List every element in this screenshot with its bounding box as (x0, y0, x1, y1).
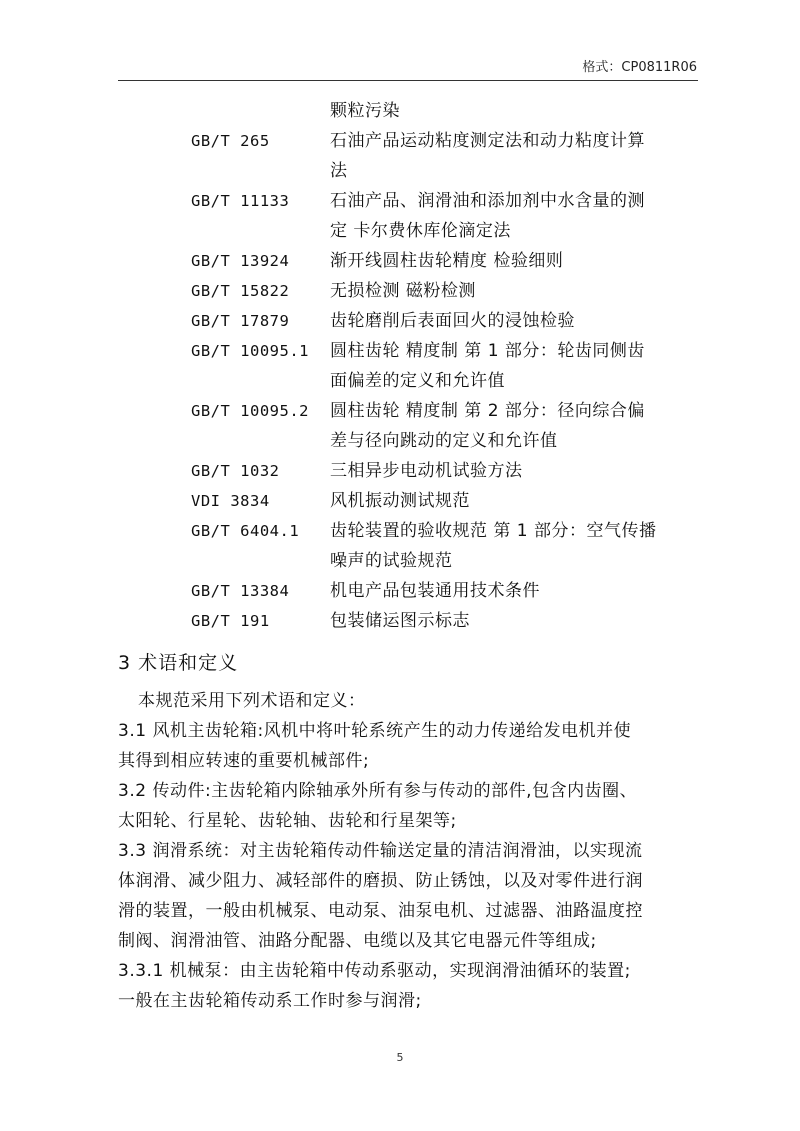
reference-code: GB/T 11133 (191, 192, 290, 210)
reference-code: GB/T 265 (191, 132, 270, 150)
reference-code: GB/T 6404.1 (191, 522, 300, 540)
reference-title: 石油产品、润滑油和添加剂中水含量的测 (330, 191, 645, 211)
reference-title: 圆柱齿轮 精度制 第 1 部分：轮齿同侧齿 (330, 341, 645, 361)
definition-line: 3.2 传动件:主齿轮箱内除轴承外所有参与传动的部件,包含内齿圈、 (118, 781, 638, 801)
reference-code: GB/T 13384 (191, 582, 290, 600)
definitions-paragraphs (118, 716, 698, 1016)
reference-title: 颗粒污染 (330, 101, 400, 121)
reference-code: VDI 3834 (191, 492, 270, 510)
reference-code: GB/T 15822 (191, 282, 290, 300)
reference-title: 面偏差的定义和允许值 (330, 371, 505, 391)
reference-title: 齿轮磨削后表面回火的浸蚀检验 (330, 311, 575, 331)
reference-title: 三相异步电动机试验方法 (330, 461, 523, 481)
reference-title: 渐开线圆柱齿轮精度 检验细则 (330, 251, 564, 271)
definition-line: 制阀、润滑油管、油路分配器、电缆以及其它电器元件等组成; (118, 931, 597, 951)
reference-title: 风机振动测试规范 (330, 491, 470, 511)
reference-title: 噪声的试验规范 (330, 551, 453, 571)
reference-title: 法 (330, 161, 348, 181)
format-code: 格式：CP0811R06 (582, 60, 697, 75)
reference-title: 定 卡尔费休库伦滴定法 (330, 221, 511, 241)
reference-code: GB/T 10095.1 (191, 342, 309, 360)
reference-code: GB/T 191 (191, 612, 270, 630)
definition-line: 太阳轮、行星轮、齿轮轴、齿轮和行星架等; (118, 811, 457, 831)
intro-paragraph: 本规范采用下列术语和定义： (138, 691, 366, 711)
definition-line: 3.1 风机主齿轮箱:风机中将叶轮系统产生的动力传递给发电机并使 (118, 721, 632, 741)
definition-line: 3.3 润滑系统：对主齿轮箱传动件输送定量的清洁润滑油，以实现流 (118, 841, 643, 861)
reference-code: GB/T 1032 (191, 462, 280, 480)
reference-title: 齿轮装置的验收规范 第 1 部分：空气传播 (330, 521, 657, 541)
reference-title: 圆柱齿轮 精度制 第 2 部分：径向综合偏 (330, 401, 645, 421)
definition-line: 其得到相应转速的重要机械部件; (118, 751, 370, 771)
definition-line: 一般在主齿轮箱传动系工作时参与润滑; (118, 991, 422, 1011)
reference-code: GB/T 13924 (191, 252, 290, 270)
reference-title: 差与径向跳动的定义和允许值 (330, 431, 558, 451)
page-number: 5 (396, 1051, 404, 1064)
reference-title: 包装储运图示标志 (330, 611, 470, 631)
reference-title: 无损检测 磁粉检测 (330, 281, 476, 301)
definition-line: 3.3.1 机械泵：由主齿轮箱中传动系驱动，实现润滑油循环的装置; (118, 961, 631, 981)
section-heading: 3 术语和定义 (118, 652, 239, 674)
reference-code: GB/T 10095.2 (191, 402, 309, 420)
reference-code: GB/T 17879 (191, 312, 290, 330)
header-rule (118, 80, 698, 81)
reference-title: 石油产品运动粘度测定法和动力粘度计算 (330, 131, 645, 151)
definitions-body (118, 686, 698, 1016)
definition-line: 滑的装置，一般由机械泵、电动泵、油泵电机、过滤器、油路温度控 (118, 901, 643, 921)
definition-line: 体润滑、减少阻力、减轻部件的磨损、防止锈蚀，以及对零件进行润 (118, 871, 643, 891)
reference-title: 机电产品包装通用技术条件 (330, 581, 540, 601)
